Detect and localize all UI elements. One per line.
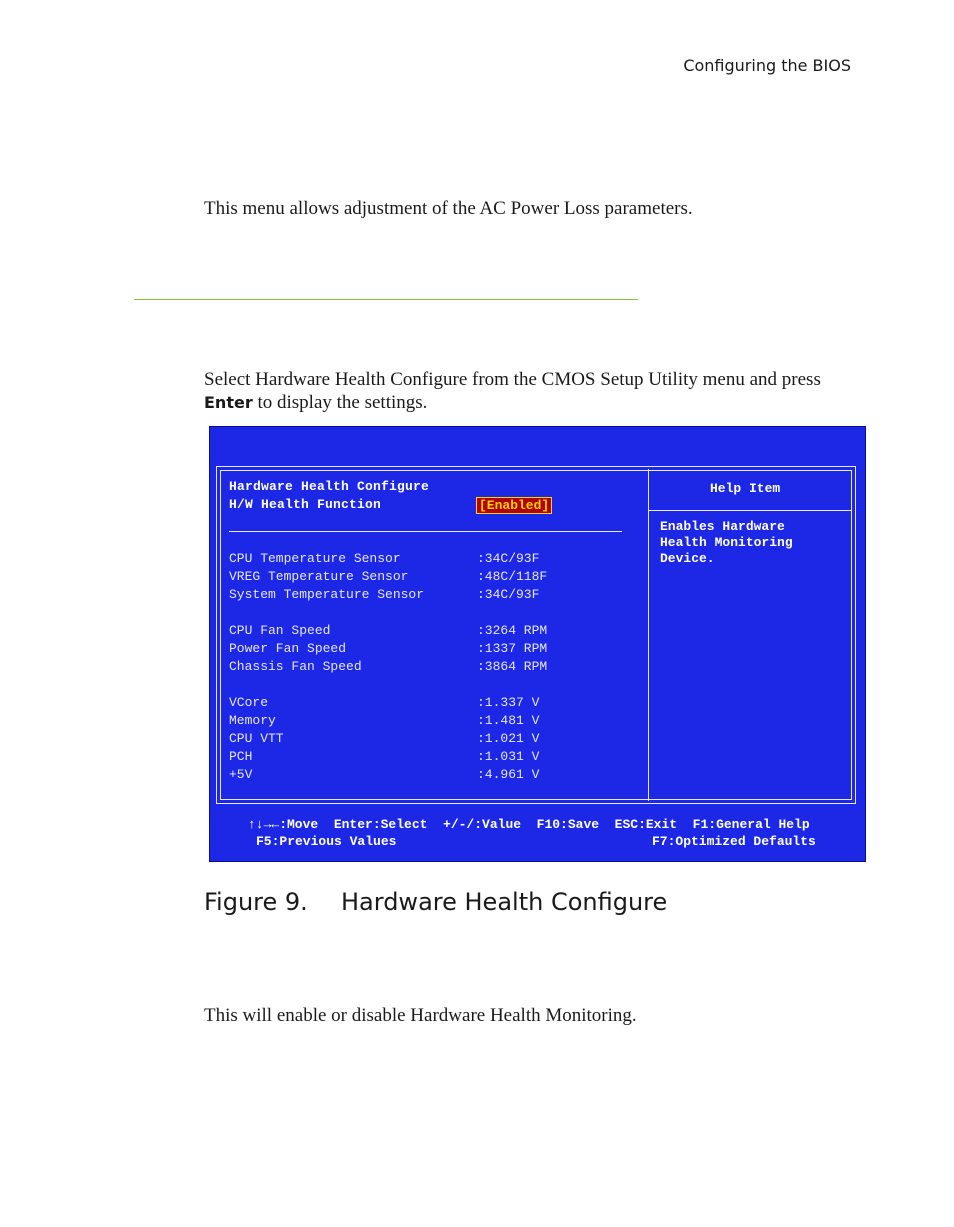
help-item-title: Help Item <box>710 481 781 496</box>
help-item-text: Enables Hardware Health Monitoring Device. <box>660 519 793 566</box>
instruction-paragraph <box>204 368 844 414</box>
sensor-label: VCore <box>229 695 269 710</box>
bios-section-title: Hardware Health Configure <box>229 479 430 494</box>
sensor-label: CPU Temperature Sensor <box>229 551 401 566</box>
sensor-value: :1.021 V <box>477 731 540 746</box>
closing-paragraph: This will enable or disable Hardware Health Monitoring. <box>204 1005 637 1026</box>
intro-paragraph: This menu allows adjustment of the AC Power Loss parameters. <box>204 198 693 219</box>
bios-column-divider <box>648 469 649 801</box>
key-optimized-defaults: F7:Optimized Defaults <box>652 834 816 849</box>
sensor-label: Power Fan Speed <box>229 641 347 656</box>
figure-caption <box>204 888 667 916</box>
bios-left-separator <box>229 531 622 532</box>
sensor-label: System Temperature Sensor <box>229 587 425 602</box>
hw-health-function-value[interactable]: [Enabled] <box>476 497 552 514</box>
sensor-value: :4.961 V <box>477 767 540 782</box>
bios-screenshot <box>209 426 866 862</box>
sensor-value: :1.031 V <box>477 749 540 764</box>
sensor-label: Memory <box>229 713 276 728</box>
sensor-value: :3864 RPM <box>477 659 548 674</box>
figure-number: Figure 9. <box>204 888 308 916</box>
sensor-value: :34C/93F <box>477 551 540 566</box>
sensor-label: VREG Temperature Sensor <box>229 569 409 584</box>
hw-health-function-label[interactable]: H/W Health Function <box>229 497 382 512</box>
sensor-label: CPU VTT <box>229 731 284 746</box>
figure-title: Hardware Health Configure <box>341 888 668 916</box>
instruction-text-before: Select Hardware Health Configure from the CMOS Setup Utility menu and press <box>204 369 821 390</box>
sensor-value: :1.337 V <box>477 695 540 710</box>
sensor-label: Chassis Fan Speed <box>229 659 362 674</box>
key-help-row: ↑↓→←:Move Enter:Select +/-/:Value F10:Save ESC:Exit F1:General Help <box>248 817 810 832</box>
sensor-label: CPU Fan Speed <box>229 623 331 638</box>
sensor-value: :34C/93F <box>477 587 540 602</box>
enter-key-label: Enter <box>204 393 253 412</box>
sensor-label: PCH <box>229 749 253 764</box>
sensor-value: :1.481 V <box>477 713 540 728</box>
section-divider <box>134 299 638 300</box>
instruction-text-after: to display the settings. <box>252 392 428 413</box>
sensor-value: :3264 RPM <box>477 623 548 638</box>
sensor-label: +5V <box>229 767 253 782</box>
sensor-value: :1337 RPM <box>477 641 548 656</box>
help-separator <box>649 510 852 511</box>
page-header-title: Configuring the BIOS <box>683 56 851 75</box>
sensor-value: :48C/118F <box>477 569 548 584</box>
key-previous-values: F5:Previous Values <box>256 834 397 849</box>
